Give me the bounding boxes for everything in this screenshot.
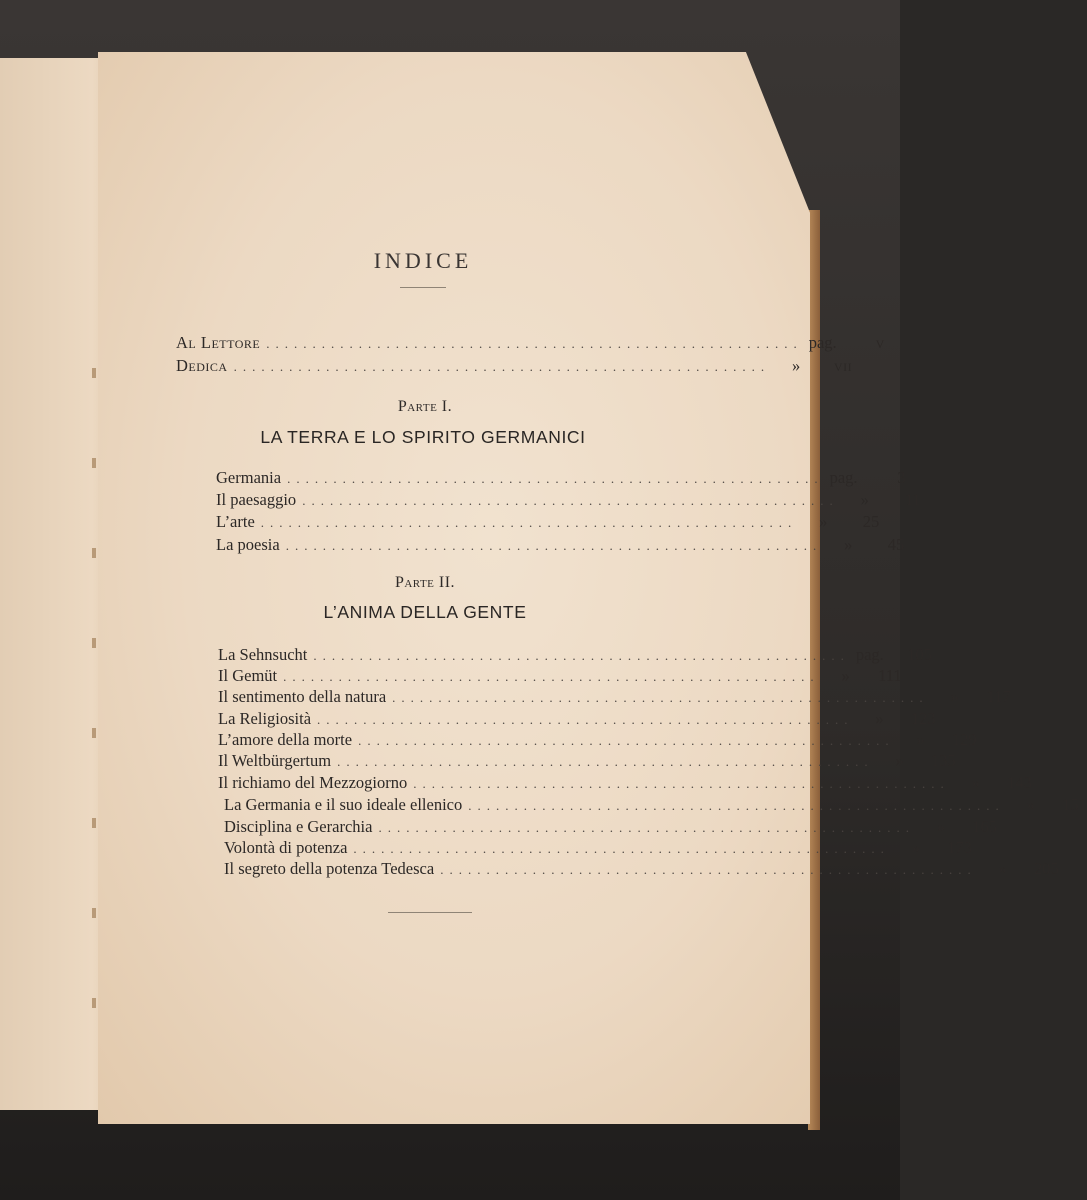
closing-divider	[388, 912, 472, 913]
toc-entry-page: 165	[972, 817, 997, 836]
part-label: Parte II.	[394, 574, 456, 591]
toc-entry	[218, 730, 977, 750]
toc-entry-label: Germania	[216, 468, 282, 487]
toc-entry-label: Disciplina e Gerarchia	[224, 817, 373, 836]
toc-entry-label: La poesia	[216, 535, 280, 554]
toc-entry-label: La Sehnsucht	[218, 645, 308, 664]
leader-dots: ..........................................................	[440, 862, 977, 877]
toc-entry-label: Dedica	[176, 356, 228, 375]
toc-entry-label: Il paesaggio	[216, 490, 297, 509]
leader-dots: ..........................................................	[337, 754, 874, 769]
leader-dots: ..........................................................	[313, 648, 850, 663]
toc-entry-page: 3	[897, 468, 906, 487]
toc-entry-label: L’amore della morte	[218, 730, 353, 749]
toc-entry-pag: pag.	[829, 468, 858, 487]
leader-dots: ..........................................................	[317, 712, 854, 727]
toc-entry	[218, 687, 1011, 707]
leader-dots: ..........................................................	[353, 841, 890, 856]
toc-entry-page: 45	[887, 535, 905, 554]
toc-entry-label: Il Weltbürgertum	[218, 751, 332, 770]
title-divider	[400, 287, 446, 288]
section-title: LA TERRA E LO SPIRITO GERMANICI	[260, 427, 586, 447]
toc-entry-page: 11	[904, 490, 921, 509]
toc-entry-pag: »	[895, 751, 904, 770]
toc-entry	[224, 859, 1059, 879]
toc-entry	[218, 666, 902, 686]
toc-entry-pag: »	[936, 817, 946, 836]
section-title: L’ANIMA DELLA GENTE	[323, 602, 527, 622]
toc-entry-page: 205	[1033, 859, 1059, 878]
toc-entry	[216, 512, 880, 532]
toc-entry-pag: »	[998, 859, 1007, 878]
toc-entry-page: 129	[951, 730, 977, 749]
toc-entry-page: 143	[1006, 773, 1032, 792]
index-title: INDICE	[373, 248, 473, 273]
toc-entry-pag: »	[911, 838, 921, 857]
toc-entry	[224, 817, 997, 837]
toc-entry	[224, 838, 972, 858]
toc-entry-pag: »	[841, 666, 850, 685]
toc-entry-label: Il richiamo del Mezzogiorno	[218, 773, 408, 792]
toc-entry	[216, 490, 921, 510]
toc-entry	[218, 645, 932, 665]
leader-dots: ..........................................................	[302, 493, 839, 508]
toc-entry-pag: pag.	[808, 333, 837, 352]
toc-entry-page: vii	[833, 356, 853, 375]
toc-entry-pag: »	[844, 535, 853, 554]
toc-entry-pag: »	[875, 709, 884, 728]
toc-entry-label: La Germania e il suo ideale ellenico	[224, 795, 463, 814]
leader-dots: ..........................................................	[283, 669, 820, 684]
toc-entry-page: 25	[862, 512, 880, 531]
toc-entry-page: 173	[947, 838, 972, 857]
toc-entry-label: Il segreto della potenza Tedesca	[224, 859, 435, 878]
toc-entry	[216, 535, 905, 555]
leader-dots: ..........................................................	[233, 359, 771, 374]
toc-entry-page: 151	[1061, 795, 1087, 814]
toc-entry-pag: »	[791, 356, 801, 375]
leader-dots: ..........................................................	[378, 820, 915, 835]
toc-entry	[216, 468, 906, 488]
toc-entry	[218, 773, 1032, 793]
toc-entry-page: v	[875, 333, 885, 352]
toc-entry-page: 117	[986, 687, 1011, 706]
leader-dots: ..........................................................	[468, 798, 1005, 813]
leader-dots: ..........................................................	[260, 515, 798, 530]
toc-entry-label: L’arte	[216, 512, 255, 531]
part-label: Parte I.	[397, 398, 453, 415]
toc-entry-page: 105	[907, 645, 932, 664]
toc-entry-page: 123	[910, 709, 936, 728]
toc-entry-label: Al Lettore	[176, 333, 261, 352]
toc-entry-label: Volontà di potenza	[224, 838, 348, 857]
toc-entry	[218, 751, 956, 771]
leader-dots: ..........................................................	[266, 336, 803, 351]
toc-entry-pag: »	[950, 687, 959, 706]
leader-dots: ..........................................................	[392, 690, 929, 705]
toc-entry	[218, 709, 936, 729]
toc-entry-pag: »	[971, 773, 980, 792]
toc-entry-label: Il sentimento della natura	[218, 687, 387, 706]
leader-dots: ..........................................................	[285, 538, 823, 553]
toc-entry-page: 111	[878, 666, 902, 685]
leader-dots: ..........................................................	[287, 471, 824, 486]
toc-entry-label: La Religiosità	[218, 709, 312, 728]
toc-entry-pag: »	[860, 490, 869, 509]
toc-entry-page: 135	[930, 751, 956, 770]
toc-entry-pag: »	[916, 730, 925, 749]
toc-entry-pag: »	[1026, 795, 1035, 814]
toc-entry-pag: pag.	[855, 645, 884, 664]
toc-entry-pag: »	[819, 512, 828, 531]
leader-dots: ..........................................................	[358, 733, 895, 748]
toc-entry-al-lettore	[176, 333, 885, 353]
toc-entry	[224, 795, 1087, 815]
leader-dots: ..........................................................	[413, 776, 950, 791]
toc-entry-label: Il Gemüt	[218, 666, 278, 685]
toc-entry-dedica	[176, 356, 853, 376]
